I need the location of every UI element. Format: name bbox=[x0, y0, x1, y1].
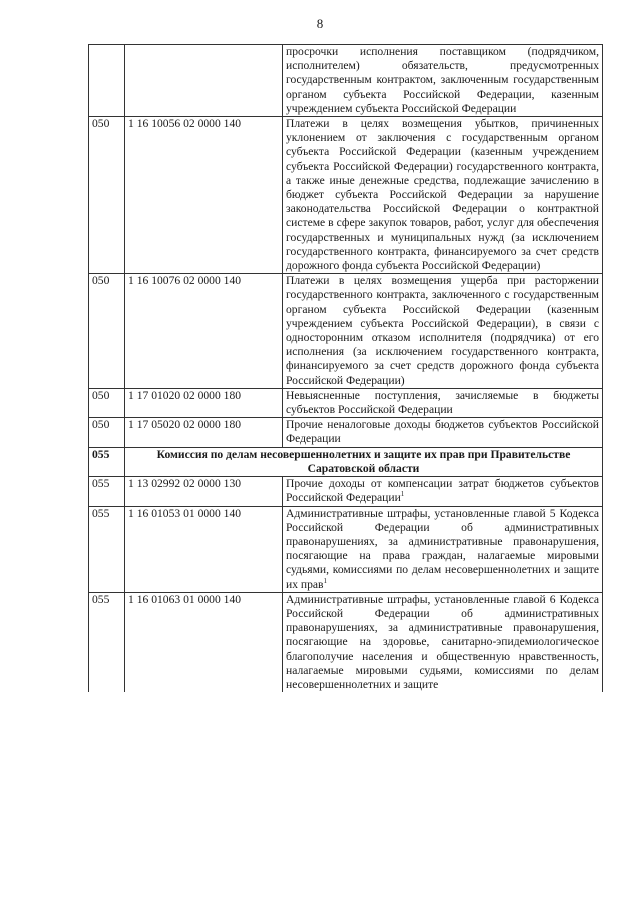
table-row bbox=[89, 506, 603, 592]
table-row bbox=[89, 117, 603, 274]
table-row bbox=[89, 45, 603, 117]
admin-code-cell: 050 bbox=[89, 274, 125, 389]
section-header-row bbox=[89, 447, 603, 476]
description-cell: просрочки исполнения поставщиком (подрядчиком, исполнителем) обязательств, предусмотренных государственным контрактом, заключенным государственным органом субъекта Российской Федерации, казенным учреждением субъекта Российской Федерации bbox=[283, 45, 603, 117]
budget-code-cell: 1 16 01053 01 0000 140 bbox=[125, 506, 283, 592]
description-cell bbox=[283, 506, 603, 592]
description-cell bbox=[283, 592, 603, 692]
table-row bbox=[89, 388, 603, 417]
budget-revenue-table bbox=[88, 44, 603, 692]
description-text: Административные штрафы, установленные главой 6 Кодекса Российской Федерации об административных правонарушениях, за административные правонарушения, посягающие на здоровье, санитарно-эпидемиологическое благополучие населения и общественную нравственность, налагаемые мировыми судьями, комиссиями по делам несовершеннолетних и защите bbox=[286, 592, 599, 691]
admin-code-cell: 050 bbox=[89, 388, 125, 417]
budget-code-cell bbox=[125, 45, 283, 117]
table-row bbox=[89, 274, 603, 389]
budget-code-cell: 1 16 10076 02 0000 140 bbox=[125, 274, 283, 389]
footnote-marker: 1 bbox=[400, 490, 405, 499]
section-admin-code: 055 bbox=[89, 447, 125, 476]
admin-code-cell: 055 bbox=[89, 506, 125, 592]
description-cell: Невыясненные поступления, зачисляемые в бюджеты субъектов Российской Федерации bbox=[283, 388, 603, 417]
footnote-marker: 1 bbox=[323, 576, 328, 585]
admin-code-cell bbox=[89, 45, 125, 117]
description-text: Прочие доходы от компенсации затрат бюджетов субъектов Российской Федерации bbox=[286, 477, 599, 505]
admin-code-cell: 050 bbox=[89, 117, 125, 274]
budget-code-cell: 1 17 05020 02 0000 180 bbox=[125, 418, 283, 447]
page-number: 8 bbox=[316, 16, 324, 31]
budget-code-cell: 1 13 02992 02 0000 130 bbox=[125, 477, 283, 506]
description-cell: Прочие неналоговые доходы бюджетов субъектов Российской Федерации bbox=[283, 418, 603, 447]
admin-code-cell: 050 bbox=[89, 418, 125, 447]
table-row bbox=[89, 477, 603, 506]
budget-code-cell: 1 16 01063 01 0000 140 bbox=[125, 592, 283, 692]
budget-code-cell: 1 16 10056 02 0000 140 bbox=[125, 117, 283, 274]
description-text: Административные штрафы, установленные главой 5 Кодекса Российской Федерации об административных правонарушениях, за административные правонарушения, посягающие на права граждан, налагаемые мировыми судьями, комиссиями по делам несовершеннолетних и защите их прав bbox=[286, 506, 599, 591]
budget-code-cell: 1 17 01020 02 0000 180 bbox=[125, 388, 283, 417]
admin-code-cell: 055 bbox=[89, 592, 125, 692]
section-title: Комиссия по делам несовершеннолетних и защите их прав при Правительстве Саратовской области bbox=[125, 447, 603, 476]
admin-code-cell: 055 bbox=[89, 477, 125, 506]
description-cell bbox=[283, 477, 603, 506]
description-cell: Платежи в целях возмещения ущерба при расторжении государственного контракта, заключенного с государственным органом субъекта Российской Федерации (казенным учреждением субъекта Российской Федерации), в связи с односторонним отказом исполнителя (подрядчика) от его исполнения (за исключением государственного контракта, финансируемого за счет средств дорожного фонда субъекта Российской Федерации) bbox=[283, 274, 603, 389]
table-row bbox=[89, 592, 603, 692]
table-row bbox=[89, 418, 603, 447]
description-cell: Платежи в целях возмещения убытков, причиненных уклонением от заключения с государственным органом субъекта Российской Федерации (казенным учреждением субъекта Российской Федерации) государственного контракта, а также иные денежные средства, подлежащие зачислению в бюджет субъекта Российской Федерации за нарушение законодательства Российской Федерации о контрактной системе в сфере закупок товаров, работ, услуг для обеспечения государственных и муниципальных нужд (за исключением государственного контракта, финансируемого за счет средств дорожного фонда субъекта Российской Федерации) bbox=[283, 117, 603, 274]
